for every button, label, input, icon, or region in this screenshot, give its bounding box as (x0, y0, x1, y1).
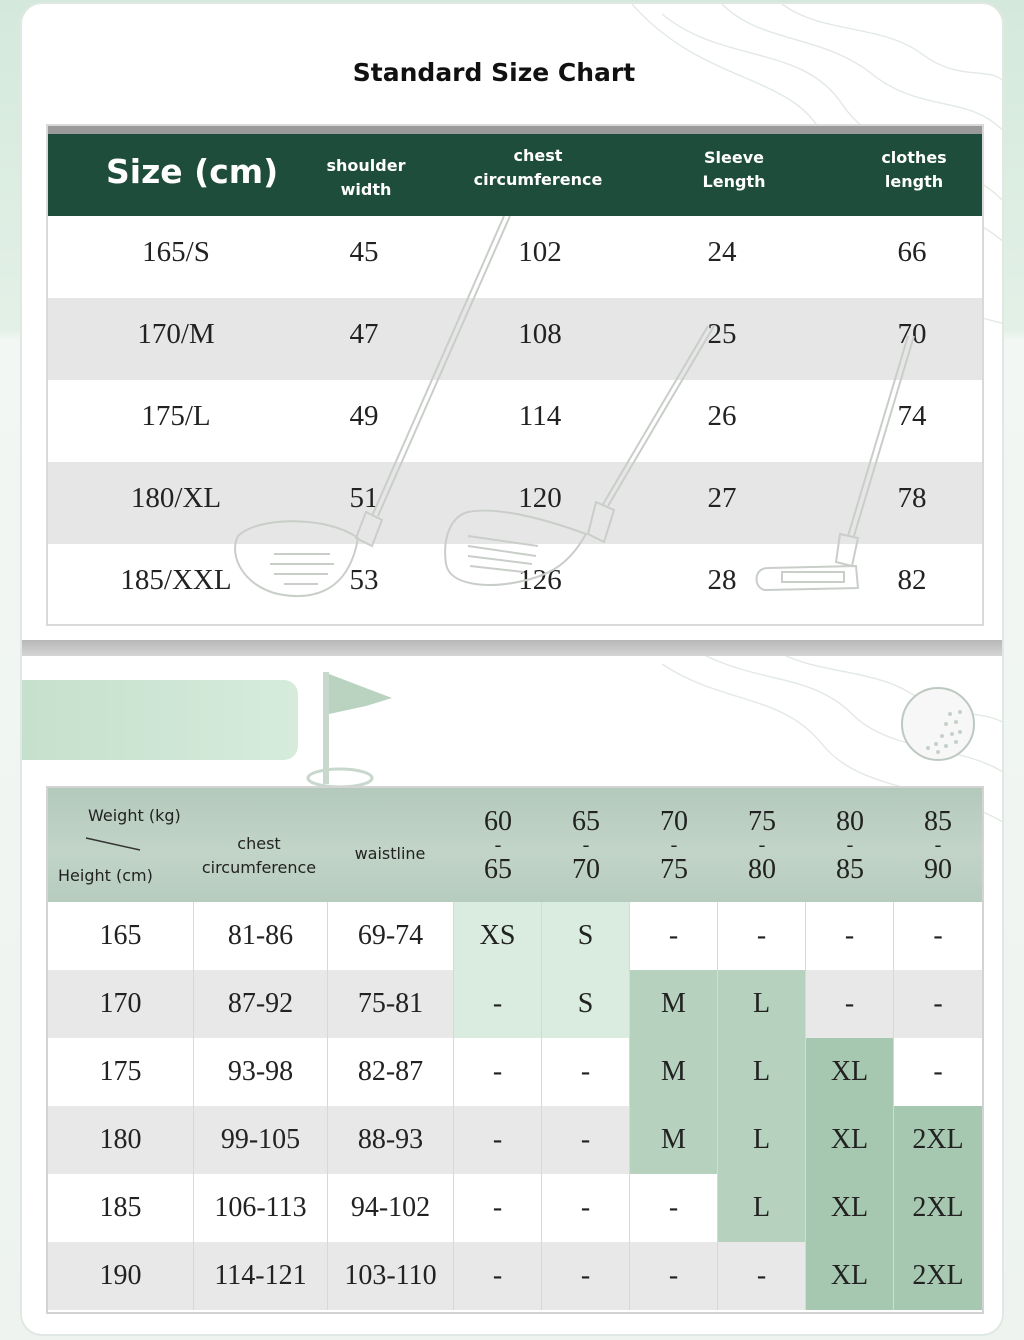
cell-clothes: 70 (897, 318, 927, 350)
table-row (48, 544, 982, 626)
table-row (48, 462, 982, 544)
cell-chest: 81-86 (194, 902, 328, 970)
cell-chest: 93-98 (194, 1038, 328, 1106)
cell-chest: 108 (518, 318, 562, 350)
table-row (48, 298, 982, 380)
cell-size: XL (806, 1242, 894, 1310)
size-table-header (48, 134, 982, 216)
cell-size: 2XL (894, 1174, 982, 1242)
cell-size: XL (806, 1106, 894, 1174)
cell-height: 165 (48, 902, 194, 970)
cell-size: M (630, 1038, 718, 1106)
cell-chest: 106-113 (194, 1174, 328, 1242)
cell-waist: 103-110 (328, 1242, 454, 1310)
cell-sleeve: 24 (707, 236, 737, 268)
cell-height: 180 (48, 1106, 194, 1174)
cell-size: - (542, 1174, 630, 1242)
weight-range-sep: - (846, 834, 854, 856)
cell-waist: 82-87 (328, 1038, 454, 1106)
cell-clothes: 74 (897, 400, 927, 432)
weight-range-top: 65 (572, 806, 600, 837)
weight-range-sep: - (934, 834, 942, 856)
cell-chest: 120 (518, 482, 562, 514)
size-table (46, 124, 984, 626)
cell-size: - (542, 1106, 630, 1174)
table-top-bar (48, 126, 982, 134)
cell-size: L (718, 1038, 806, 1106)
cell-size: - (454, 1242, 542, 1310)
header-diagonal-line (84, 834, 144, 854)
size-chart-card (20, 2, 1004, 1336)
fit-table-header (48, 788, 982, 902)
weight-range-sep: - (758, 834, 766, 856)
cell-size: - (454, 970, 542, 1038)
cell-size: L (718, 970, 806, 1038)
cell-sleeve: 26 (707, 400, 737, 432)
table-row (48, 902, 982, 970)
cell-size: - (933, 988, 943, 1019)
header-chest-circumference: chest circumference (473, 146, 603, 189)
table-row (48, 1242, 982, 1310)
cell-size: 175/L (141, 400, 211, 432)
table-row (48, 1174, 982, 1242)
cell-size: - (454, 1106, 542, 1174)
cell-size: 185/XXL (120, 564, 232, 596)
cell-chest: 114 (518, 400, 562, 432)
cell-size: S (542, 902, 630, 970)
weight-range-bottom: 75 (660, 854, 688, 885)
cell-chest: 126 (518, 564, 562, 596)
golf-ball-icon (898, 684, 978, 764)
cell-shoulder: 53 (349, 564, 379, 596)
cell-height: 175 (48, 1038, 194, 1106)
header-waistline: waistline (354, 844, 426, 863)
cell-size: L (718, 1174, 806, 1242)
weight-range-bottom: 90 (924, 854, 952, 885)
table-row (48, 1106, 982, 1174)
weight-range-bottom: 80 (748, 854, 776, 885)
cell-size: - (630, 902, 718, 970)
cell-size: XL (806, 1038, 894, 1106)
weight-range-top: 80 (836, 806, 864, 837)
cell-waist: 88-93 (328, 1106, 454, 1174)
cell-size: - (718, 1242, 806, 1310)
weight-range-top: 85 (924, 806, 952, 837)
cell-size: M (630, 1106, 718, 1174)
cell-size: - (933, 1056, 943, 1087)
cell-size: - (630, 1242, 718, 1310)
header-size: Size (cm) (106, 152, 279, 191)
cell-waist: 69-74 (328, 902, 454, 970)
cell-size: 2XL (894, 1106, 982, 1174)
cell-shoulder: 45 (349, 236, 379, 268)
golf-flag-icon (304, 668, 414, 788)
table-row (48, 380, 982, 462)
cell-size: S (542, 970, 630, 1038)
weight-range-top: 70 (660, 806, 688, 837)
cell-size: - (454, 1038, 542, 1106)
weight-range-top: 60 (484, 806, 512, 837)
cell-size: - (718, 902, 806, 970)
table-row (48, 970, 982, 1038)
header-clothes-length: clothes length (881, 148, 947, 191)
cell-chest: 102 (518, 236, 562, 268)
cell-shoulder: 51 (349, 482, 379, 514)
header-shoulder-width: shoulder width (326, 156, 406, 199)
cell-size: M (630, 970, 718, 1038)
cell-height: 190 (48, 1242, 194, 1310)
cell-height: 185 (48, 1174, 194, 1242)
cell-size: - (806, 902, 894, 970)
cell-size: - (454, 1174, 542, 1242)
cell-size: - (806, 970, 894, 1038)
weight-range-sep: - (670, 834, 678, 856)
cell-size: L (718, 1106, 806, 1174)
cell-size: 180/XL (130, 482, 222, 514)
header-weight: Weight (kg) (88, 806, 181, 825)
cell-size: - (933, 920, 943, 951)
cell-height: 170 (48, 970, 194, 1038)
weight-range-sep: - (582, 834, 590, 856)
cell-chest: 99-105 (194, 1106, 328, 1174)
cell-sleeve: 28 (707, 564, 737, 596)
cell-shoulder: 49 (349, 400, 379, 432)
cell-size: 2XL (894, 1242, 982, 1310)
header-sleeve-length: Sleeve Length (702, 148, 766, 191)
fit-table (46, 786, 984, 1314)
table-row (48, 1038, 982, 1106)
weight-range-sep: - (494, 834, 502, 856)
cell-chest: 114-121 (194, 1242, 328, 1310)
cell-size: 165/S (142, 236, 210, 268)
decorative-green-band (22, 680, 298, 760)
weight-range-bottom: 85 (836, 854, 864, 885)
cell-size: - (630, 1174, 718, 1242)
cell-size: 170/M (137, 318, 215, 350)
cell-size: XL (806, 1174, 894, 1242)
cell-clothes: 66 (897, 236, 927, 268)
table-row (48, 216, 982, 298)
cell-clothes: 78 (897, 482, 927, 514)
weight-range-top: 75 (748, 806, 776, 837)
cell-sleeve: 27 (707, 482, 737, 514)
cell-clothes: 82 (897, 564, 927, 596)
weight-range-bottom: 65 (484, 854, 512, 885)
header-chest-circumference: chest circumference (201, 834, 317, 877)
cell-size: - (542, 1038, 630, 1106)
cell-waist: 94-102 (328, 1174, 454, 1242)
cell-size: XS (454, 902, 542, 970)
cell-chest: 87-92 (194, 970, 328, 1038)
cell-waist: 75-81 (328, 970, 454, 1038)
weight-range-bottom: 70 (572, 854, 600, 885)
header-height: Height (cm) (58, 866, 153, 885)
cell-sleeve: 25 (707, 318, 737, 350)
chart-title: Standard Size Chart (352, 58, 636, 87)
cell-shoulder: 47 (349, 318, 379, 350)
section-divider (22, 640, 1004, 656)
cell-size: - (542, 1242, 630, 1310)
